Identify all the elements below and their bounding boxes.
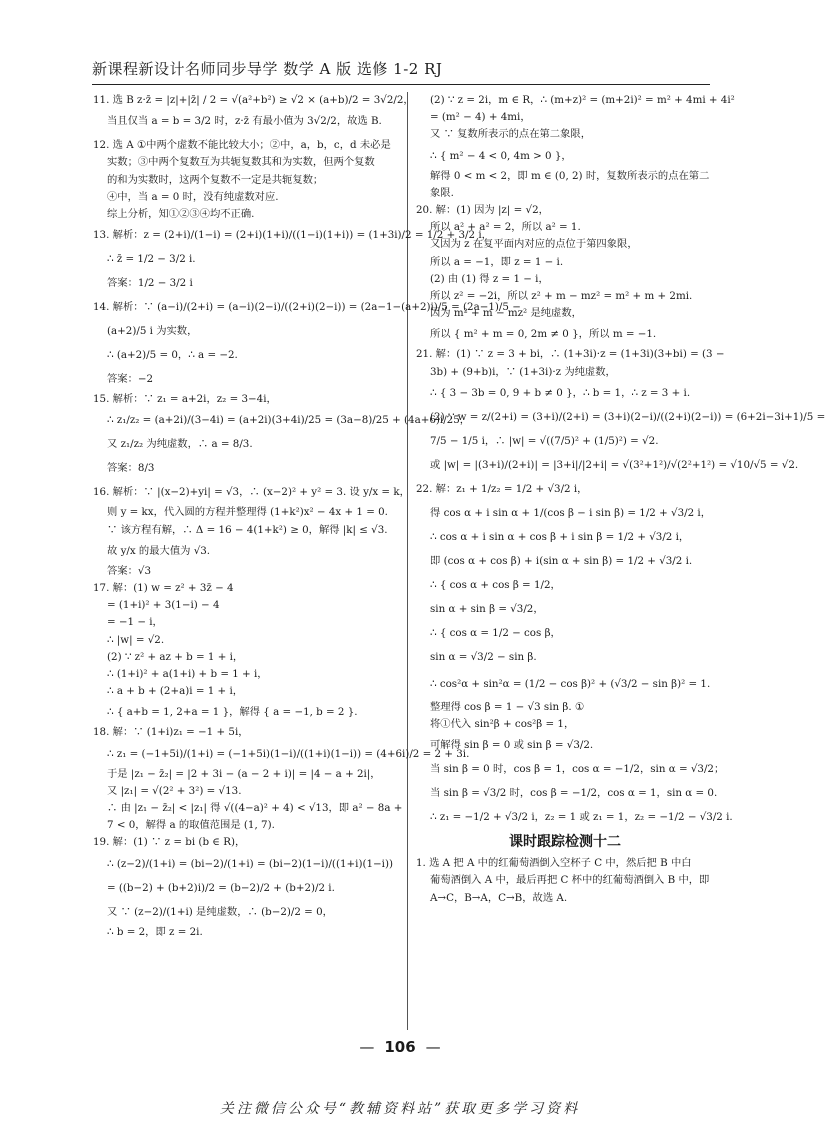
answer-line: 答案：√3	[107, 564, 152, 577]
solution-line: 可解得 sin β = 0 或 sin β = √3/2.	[430, 739, 594, 752]
solution-line: 又 |z₁| = √(2² + 3²) = √13.	[107, 784, 242, 797]
solution-line: = −1 − i，	[107, 616, 163, 629]
solution-line: 7/5 − 1/5 i，∴ |w| = √((7/5)² + (1/5)²) = √2.	[430, 434, 659, 447]
solution-line: = ((b−2) + (b+2)i)/2 = (b−2)/2 + (b+2)/2 i.	[107, 881, 335, 894]
solution-line: ∴ { m² − 4 < 0, 4m > 0 }，	[430, 149, 572, 162]
solution-line: (2) 由 (1) 得 z = 1 − i，	[430, 272, 549, 285]
solution-line: 综上分析，知①②③④均不正确.	[107, 208, 255, 221]
solution-line: 7 < 0，解得 a 的取值范围是 (1, 7).	[107, 819, 275, 832]
solution-line: 或 |w| = |(3+i)/(2+i)| = |3+i|/|2+i| = √(3²+1²)/√(2²+1²) = √10/√5 = √2.	[430, 458, 799, 471]
right-column	[416, 92, 825, 1032]
solution-line: ∴ (a+2)/5 = 0，∴ a = −2.	[107, 349, 238, 362]
solution-line: (2) ∵ w = z/(2+i) = (3+i)/(2+i) = (3+i)(2−i)/((2+i)(2−i)) = (6+2i−3i+1)/5 =	[430, 410, 825, 423]
solution-line: 即 (cos α + cos β) + i(sin α + sin β) = 1/2 + √3/2 i.	[430, 554, 693, 567]
solution-line: 所以 a = −1，即 z = 1 − i.	[430, 255, 564, 268]
solution-line: ∴ b = 2，即 z = 2i.	[107, 925, 203, 938]
solution-line: 整理得 cos β = 1 − √3 sin β. ①	[430, 700, 585, 713]
solution-line: 故 y/x 的最大值为 √3.	[107, 544, 211, 557]
solution-line: ∴ a + b + (2+a)i = 1 + i，	[107, 685, 244, 698]
solution-line: 又因为 z 在复平面内对应的点位于第四象限，	[430, 238, 638, 251]
solution-line: ∴ z̄ = 1/2 − 3/2 i.	[107, 253, 196, 266]
solution-line: 20. 解：(1) 因为 |z| = √2，	[416, 204, 549, 217]
answer-line: 答案：1/2 − 3/2 i	[107, 277, 193, 290]
solution-line: 14. 解析：∵ (a−i)/(2+i) = (a−i)(2−i)/((2+i)(2−i)) = (2a−1−(a+2)i)/5 = (2a−1)/5 −	[93, 301, 521, 314]
solution-line: ∴ cos²α + sin²α = (1/2 − cos β)² + (√3/2 − sin β)² = 1.	[430, 677, 711, 690]
solution-line: 于是 |z₁ − z̄₂| = |2 + 3i − (a − 2 + i)| = |4 − a + 2i|，	[107, 767, 381, 780]
solution-line: 12. 选 A ①中两个虚数不能比较大小；②中，a，b，c，d 未必是	[93, 139, 391, 152]
solution-line: 解得 0 < m < 2，即 m ∈ (0, 2) 时，复数所表示的点在第二	[430, 169, 710, 182]
solution-line: (2) ∵ z = 2i，m ∈ R，∴ (m+z)² = (m+2i)² = m² + 4mi + 4i²	[430, 94, 735, 106]
solution-line: 葡萄酒倒入 A 中，最后再把 C 杯中的红葡萄酒倒入 B 中，即	[430, 874, 710, 887]
solution-line: 21. 解：(1) ∵ z = 3 + bi，∴ (1+3i)·z = (1+3i)(3+bi) = (3 −	[416, 348, 725, 361]
footer-note: 关注微信公众号“教辅资料站”获取更多学习资料	[219, 1101, 581, 1117]
solution-line: ∴ { 3 − 3b = 0, 9 + b ≠ 0 }，∴ b = 1，∴ z = 3 + i.	[430, 386, 691, 399]
section-title: 课时跟踪检测十二	[509, 834, 621, 851]
solution-line: 实数；③中两个复数互为共轭复数其和为实数，但两个复数	[107, 156, 375, 169]
solution-line: 22. 解：z₁ + 1/z₂ = 1/2 + √3/2 i，	[416, 482, 588, 495]
solution-line: 所以 z² = −2i，所以 z² + m − mz² = m² + m + 2mi.	[430, 290, 693, 303]
solution-line: ∴ { cos α + cos β = 1/2，	[430, 578, 561, 591]
solution-line: 当 sin β = 0 时，cos β = 1，cos α = −1/2，sin α = √3/2；	[430, 763, 725, 776]
solution-line: ∴ cos α + i sin α + cos β + i sin β = 1/2 + √3/2 i，	[430, 530, 690, 543]
solution-line: 又 z₁/z₂ 为纯虚数，∴ a = 8/3.	[107, 438, 253, 451]
solution-line: 得 cos α + i sin α + 1/(cos β − i sin β) = 1/2 + √3/2 i，	[430, 506, 712, 519]
solution-line: 17. 解：(1) w = z² + 3z̄ − 4	[93, 582, 234, 595]
answer-line: 答案：8/3	[107, 462, 155, 475]
solution-line: 18. 解：∵ (1+i)z₁ = −1 + 5i，	[93, 726, 249, 739]
solution-line: ∴ { a+b = 1, 2+a = 1 }，解得 { a = −1, b = 2 }.	[107, 706, 358, 719]
solution-line: ∵ 该方程有解，∴ Δ = 16 − 4(1+k²) ≥ 0，解得 |k| ≤ √3.	[107, 523, 388, 536]
solution-line: = (1+i)² + 3(1−i) − 4	[107, 599, 220, 612]
solution-line: (2) ∵ z² + az + b = 1 + i，	[107, 650, 244, 663]
solution-line: ∴ (z−2)/(1+i) = (bi−2)/(1+i) = (bi−2)(1−i)/((1+i)(1−i))	[107, 857, 393, 870]
solution-line: 则 y = kx，代入圆的方程并整理得 (1+k²)x² − 4x + 1 = 0.	[107, 506, 388, 519]
solution-line: ∴ z₁ = (−1+5i)/(1+i) = (−1+5i)(1−i)/((1+i)(1−i)) = (4+6i)/2 = 2 + 3i.	[107, 747, 470, 760]
solution-line: 所以 { m² + m = 0, 2m ≠ 0 }，所以 m = −1.	[430, 328, 657, 341]
solution-line: ∴ z₁ = −1/2 + √3/2 i，z₂ = 1 或 z₁ = 1，z₂ = −1/2 − √3/2 i.	[430, 811, 733, 824]
solution-line: 因为 m² + m − mz² 是纯虚数，	[430, 307, 582, 320]
solution-line: sin α = √3/2 − sin β.	[430, 650, 537, 663]
solution-line: ∴ { cos α = 1/2 − cos β，	[430, 626, 561, 639]
solution-line: 将①代入 sin²β + cos²β = 1，	[430, 718, 575, 731]
solution-line: ④中，当 a = 0 时，没有纯虚数对应.	[107, 190, 279, 203]
solution-line: 又 ∵ (z−2)/(1+i) 是纯虚数，∴ (b−2)/2 = 0，	[107, 905, 333, 918]
page-number: — 106 —	[359, 1038, 441, 1056]
solution-line: 1. 选 A 把 A 中的红葡萄酒倒入空杯子 C 中，然后把 B 中白	[416, 857, 692, 870]
solution-line: 象限.	[430, 186, 454, 199]
solution-line: = (m² − 4) + 4mi，	[430, 111, 531, 124]
solution-line: 所以 a² + a² = 2，所以 a² = 1.	[430, 221, 581, 234]
solution-line: 当 sin β = √3/2 时，cos β = −1/2，cos α = 1，sin α = 0.	[430, 787, 718, 800]
solution-line: 11. 选 B z·z̄ = |z|+|z̄| / 2 = √(a²+b²) ≥ √2 × (a+b)/2 = 3√2/2，	[93, 94, 414, 106]
solution-line: 16. 解析：∵ |(x−2)+yi| = √3，∴ (x−2)² + y² = 3. 设 y/x = k，	[93, 486, 410, 499]
running-header: 新课程新设计名师同步导学 数学 A 版 选修 1-2 RJ	[92, 58, 710, 85]
solution-line: 19. 解：(1) ∵ z = bi (b ∈ R)，	[93, 836, 246, 849]
solution-line: 又 ∵ 复数所表示的点在第二象限，	[430, 128, 591, 141]
solution-line: 13. 解析：z = (2+i)/(1−i) = (2+i)(1+i)/((1−i)(1+i)) = (1+3i)/2 = 1/2 + 3/2 i，	[93, 229, 492, 242]
page-number-value: 106	[384, 1038, 416, 1056]
solution-line: A→C，B→A，C→B，故选 A.	[430, 891, 568, 904]
solution-line: ∴ (1+i)² + a(1+i) + b = 1 + i，	[107, 668, 268, 681]
solution-line: ∴ |w| = √2.	[107, 633, 165, 646]
solution-line: sin α + sin β = √3/2，	[430, 602, 544, 615]
solution-line: 当且仅当 a = b = 3/2 时，z·z̄ 有最小值为 3√2/2，故选 B.	[107, 115, 382, 128]
solution-line: 15. 解析：∵ z₁ = a+2i，z₂ = 3−4i，	[93, 393, 277, 406]
solution-line: 的和为实数时，这两个复数不一定是共轭复数；	[107, 173, 324, 186]
solution-line: ∴ 由 |z₁ − z̄₂| < |z₁| 得 √((4−a)² + 4) < √13，即 a² − 8a +	[107, 802, 403, 815]
answer-line: 答案：−2	[107, 373, 154, 386]
solution-line: 3b) + (9+b)i，∵ (1+3i)·z 为纯虚数，	[430, 365, 616, 378]
solution-line: ∴ z₁/z₂ = (a+2i)/(3−4i) = (a+2i)(3+4i)/25 = (3a−8)/25 + (4a+6)i/25，	[107, 414, 471, 427]
solution-line: (a+2)/5 i 为实数，	[107, 325, 198, 338]
